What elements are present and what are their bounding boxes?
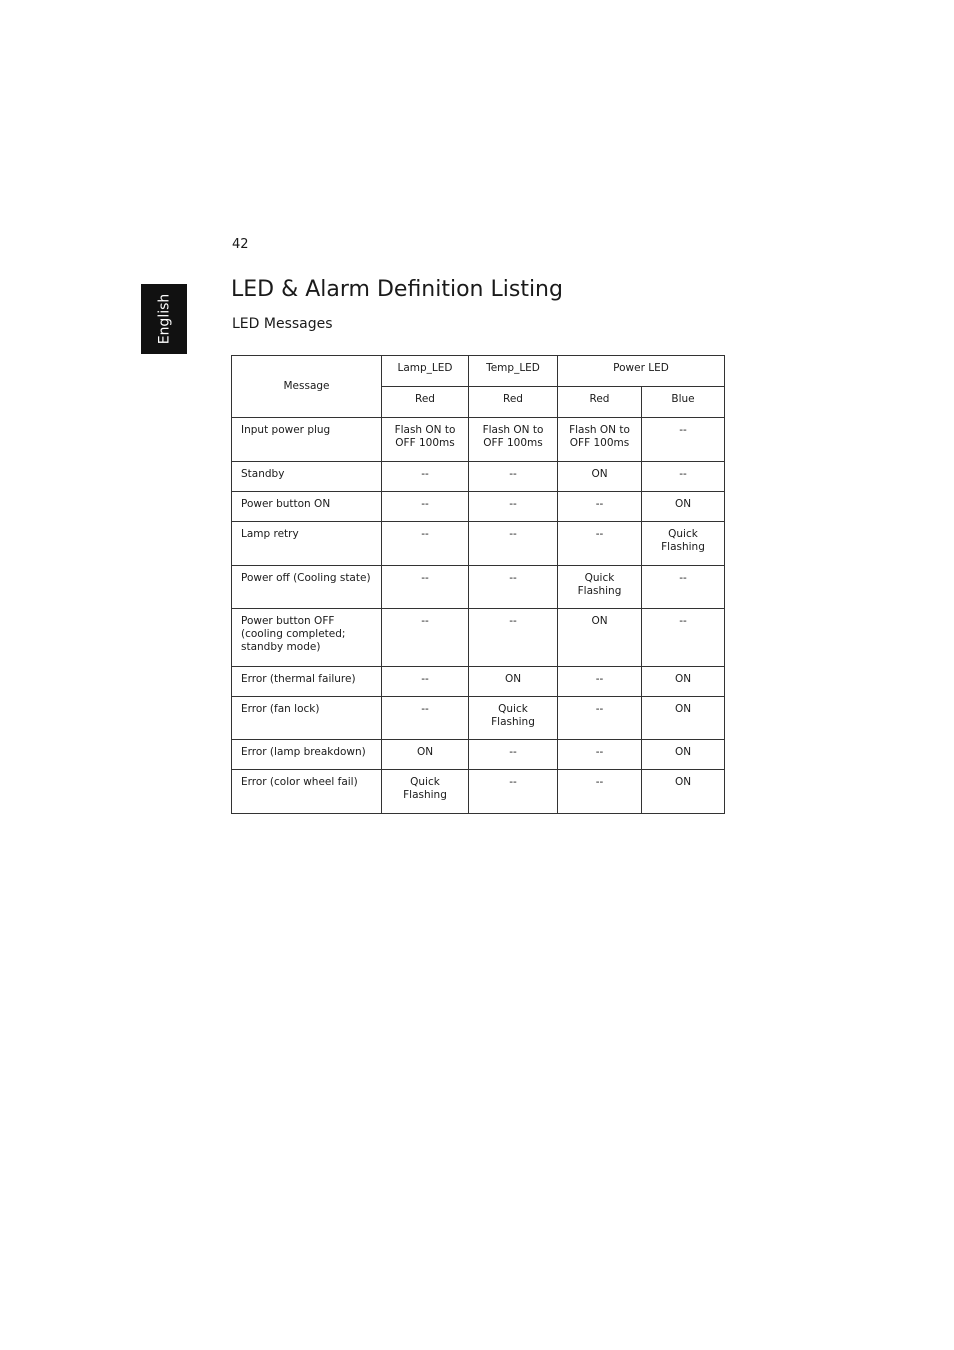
table-cell-message: Power button ON [232, 492, 382, 522]
table-cell-power-blue: ON [642, 667, 725, 697]
table-cell-power-red: -- [558, 770, 642, 814]
header-row-1 [232, 356, 725, 387]
table-row [232, 667, 725, 697]
table-cell-message: Power button OFF (cooling completed; standby mode) [232, 609, 382, 667]
table-cell-power-blue: ON [642, 492, 725, 522]
table-cell-lamp: -- [382, 566, 469, 609]
table-cell-message: Lamp retry [232, 522, 382, 566]
section-title: LED Messages [232, 316, 333, 332]
table-cell-temp: ON [469, 667, 558, 697]
table-cell-lamp: ON [382, 740, 469, 770]
table-row [232, 522, 725, 566]
table-cell-temp: -- [469, 462, 558, 492]
table-cell-power-red: -- [558, 522, 642, 566]
header-temp-color: Red [469, 387, 558, 418]
table-cell-lamp: -- [382, 522, 469, 566]
table-cell-message: Standby [232, 462, 382, 492]
table-row [232, 418, 725, 462]
table-cell-power-blue: ON [642, 740, 725, 770]
table-cell-lamp: -- [382, 492, 469, 522]
table-cell-temp: -- [469, 492, 558, 522]
table-cell-lamp: -- [382, 462, 469, 492]
language-tab [141, 284, 187, 354]
table-row [232, 770, 725, 814]
table-cell-lamp: Flash ON to OFF 100ms [382, 418, 469, 462]
table-cell-message: Input power plug [232, 418, 382, 462]
table-cell-message: Power off (Cooling state) [232, 566, 382, 609]
table-row [232, 740, 725, 770]
table-cell-power-red: ON [558, 609, 642, 667]
table-cell-power-blue: -- [642, 418, 725, 462]
table-cell-temp: -- [469, 740, 558, 770]
table-row [232, 566, 725, 609]
table-cell-lamp: -- [382, 609, 469, 667]
table-cell-power-blue: ON [642, 697, 725, 740]
table-cell-lamp: -- [382, 697, 469, 740]
header-lamp-color: Red [382, 387, 469, 418]
table-cell-lamp: -- [382, 667, 469, 697]
table-row [232, 462, 725, 492]
table-cell-power-blue: -- [642, 462, 725, 492]
table-cell-lamp: Quick Flashing [382, 770, 469, 814]
table-cell-power-blue: -- [642, 609, 725, 667]
table-cell-message: Error (thermal failure) [232, 667, 382, 697]
language-tab-label: English [156, 293, 172, 345]
header-lamp-led: Lamp_LED [382, 356, 469, 387]
table-cell-temp: Flash ON to OFF 100ms [469, 418, 558, 462]
table-row [232, 609, 725, 667]
table-cell-temp: -- [469, 522, 558, 566]
table-cell-power-red: -- [558, 667, 642, 697]
table-row [232, 697, 725, 740]
table-cell-power-red: Flash ON to OFF 100ms [558, 418, 642, 462]
table-cell-power-blue: -- [642, 566, 725, 609]
header-power-blue: Blue [642, 387, 725, 418]
table-cell-message: Error (fan lock) [232, 697, 382, 740]
table-cell-power-blue: ON [642, 770, 725, 814]
led-messages-table [231, 355, 725, 814]
table-row [232, 492, 725, 522]
header-power-red: Red [558, 387, 642, 418]
table-cell-power-blue: Quick Flashing [642, 522, 725, 566]
header-temp-led: Temp_LED [469, 356, 558, 387]
table-cell-temp: Quick Flashing [469, 697, 558, 740]
table-cell-temp: -- [469, 609, 558, 667]
page-number: 42 [232, 237, 249, 252]
table-cell-temp: -- [469, 770, 558, 814]
table-header [232, 356, 725, 418]
table-cell-message: Error (lamp breakdown) [232, 740, 382, 770]
header-power-led: Power LED [558, 356, 725, 387]
table-cell-message: Error (color wheel fail) [232, 770, 382, 814]
table-cell-power-red: -- [558, 697, 642, 740]
table-body [232, 418, 725, 814]
header-message: Message [232, 356, 382, 418]
table-cell-power-red: -- [558, 492, 642, 522]
table-cell-temp: -- [469, 566, 558, 609]
table-cell-power-red: ON [558, 462, 642, 492]
page-title: LED & Alarm Definition Listing [231, 277, 563, 302]
table-cell-power-red: -- [558, 740, 642, 770]
table-cell-power-red: Quick Flashing [558, 566, 642, 609]
